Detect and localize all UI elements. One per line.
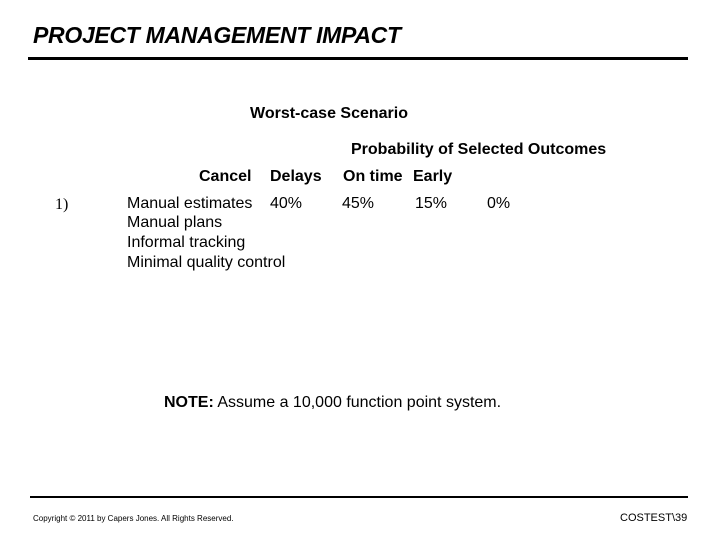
- value-cancel: 40%: [270, 195, 303, 212]
- title-divider: [28, 57, 688, 60]
- value-early: 0%: [487, 195, 511, 212]
- column-early: Early: [413, 168, 453, 185]
- note-label: NOTE:: [164, 394, 214, 411]
- note-text: Assume a 10,000 function point system.: [217, 394, 502, 411]
- column-cancel: Cancel: [199, 168, 252, 185]
- value-on-time: 15%: [415, 195, 448, 212]
- factor-item: Informal tracking: [127, 234, 246, 251]
- column-on-time: On time: [343, 168, 403, 185]
- scenario-heading: Worst-case Scenario: [250, 105, 408, 122]
- footer-divider: [30, 496, 688, 498]
- factor-item: Manual plans: [127, 214, 223, 231]
- column-delays: Delays: [270, 168, 322, 185]
- factor-item: Manual estimates: [127, 195, 253, 212]
- probability-heading: Probability of Selected Outcomes: [351, 141, 607, 158]
- value-delays: 45%: [342, 195, 375, 212]
- factor-item: Minimal quality control: [127, 254, 286, 271]
- slide-id: COSTEST\39: [620, 512, 688, 524]
- slide-title: PROJECT MANAGEMENT IMPACT: [33, 22, 401, 48]
- copyright-notice: Copyright © 2011 by Capers Jones. All Rights Reserved.: [33, 514, 234, 523]
- row-number: 1): [55, 196, 69, 213]
- note: [164, 394, 501, 412]
